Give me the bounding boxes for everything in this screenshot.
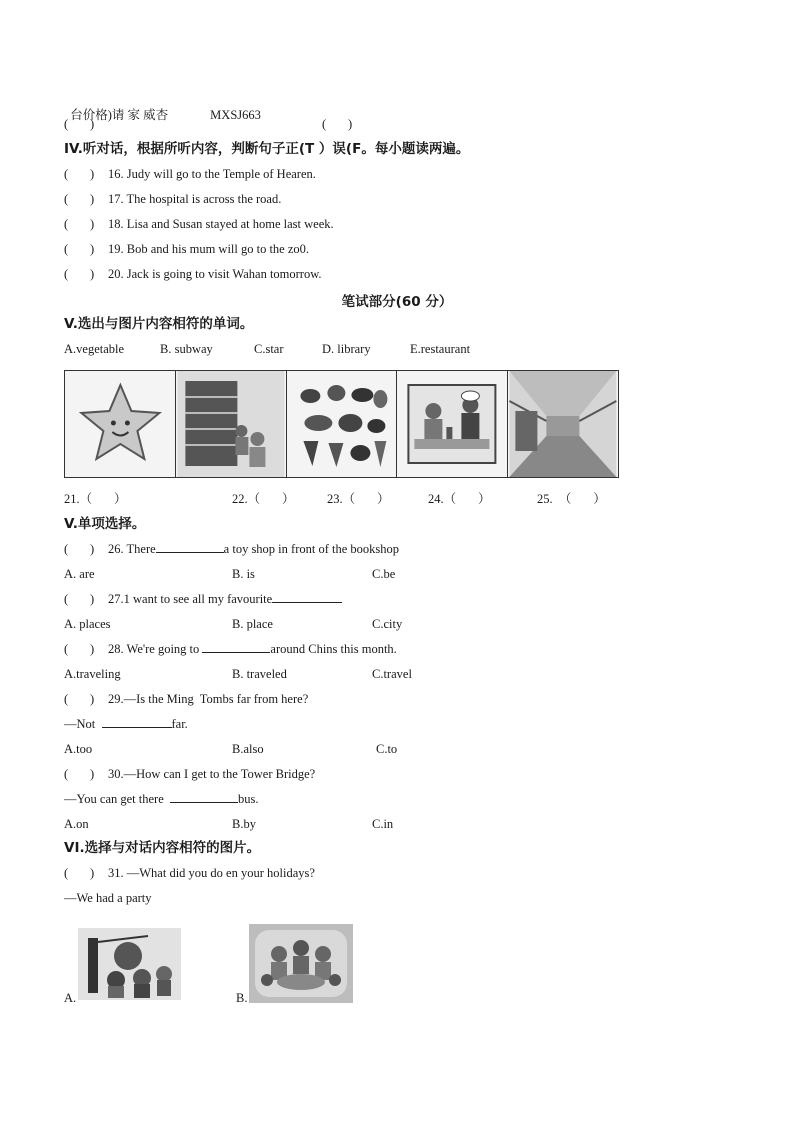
section-v-heading: V.选出与图片内容相符的单词。 [64,316,254,332]
option-27c: C.city [372,617,403,631]
question-text: 27.1 want to see all my favourite [108,592,273,606]
option-28a: A.traveling [64,667,121,681]
section-iv-heading: IV.听对话，根据所听内容，判断句子正(T ）误(F。每小题读两遍。 [64,141,470,157]
option-27b: B. place [232,617,273,631]
question-27 [64,591,342,607]
question-text: 31. —What did you do en your holidays? [108,866,315,880]
word-option-a: A.vegetable [64,342,125,356]
picture-option-b [249,924,353,1003]
option-26c: C.be [372,567,396,581]
answer-paren: ( ) [64,767,95,781]
header-text: 台价格)请 家 威杏 [70,108,169,122]
header-code: MXSJ663 [210,108,261,122]
vegetables-icon [287,371,397,477]
answer-paren: ( ) [64,866,95,880]
question-29-reply [64,716,188,732]
question-31 [64,865,315,881]
reply-text-end: far. [171,717,188,731]
word-option-c: C.star [254,342,284,356]
word-option-d: D. library [322,342,371,356]
picture-option-a [78,928,181,1000]
party-picture [249,924,353,1003]
answer-21: 21.（ ） [64,492,127,506]
vegetables-picture [287,371,398,477]
option-28c: C.travel [372,667,412,681]
question-19 [64,241,309,257]
section-vi-heading: VI.选择与对话内容相符的图片。 [64,840,261,856]
option-30b: B.by [232,817,256,831]
question-text: 28. We're going to [108,642,203,656]
answer-paren: ( ) [64,592,95,606]
subway-icon [508,371,618,477]
section-v-choice-heading: V.单项选择。 [64,516,146,532]
question-28 [64,641,397,657]
reply-text: —Not [64,717,102,731]
fill-blank [202,641,270,653]
option-26b: B. is [232,567,255,581]
fill-blank [102,716,172,728]
question-text: 26. There [108,542,156,556]
question-18 [64,216,334,232]
fill-blank [156,541,224,553]
question-text: 29.—Is the Ming Tombs far from here? [108,692,309,706]
answer-paren: ( ) [64,692,95,706]
question-text-end: around Chins this month. [270,642,397,656]
reply-text-end: bus. [238,792,259,806]
option-30c: C.in [372,817,394,831]
word-option-e: E.restaurant [410,342,471,356]
answer-paren: ( ) [64,242,95,256]
option-30a: A.on [64,817,89,831]
answer-24: 24.（ ） [428,492,491,506]
question-text: 19. Bob and his mum will go to the zo0. [108,242,310,256]
question-26 [64,541,399,557]
star-picture [65,371,176,477]
answer-23: 23.（ ） [327,492,390,506]
reply-text: —You can get there [64,792,170,806]
option-29a: A.too [64,742,93,756]
picture-strip [64,370,619,478]
star-icon [65,371,175,477]
library-picture [176,371,287,477]
answer-paren-right: ( ) [322,117,353,131]
question-text-end: a toy shop in front of the bookshop [223,542,400,556]
option-28b: B. traveled [232,667,287,681]
answer-paren: ( ) [64,192,95,206]
question-text: 18. Lisa and Susan stayed at home last week. [108,217,334,231]
question-text: 20. Jack is going to visit Wahan tomorrow. [108,267,322,281]
question-17 [64,191,281,207]
question-29 [64,691,308,707]
written-part-title: 笔试部分(60 分） [341,294,453,310]
option-29b: B.also [232,742,264,756]
option-label-a: A. [64,991,77,1005]
answer-paren: ( ) [64,267,95,281]
restaurant-picture [397,371,508,477]
question-16 [64,166,316,182]
answer-25: 25. （ ） [537,492,606,506]
library-icon [176,371,286,477]
question-text: 30.—How can I get to the Tower Bridge? [108,767,316,781]
option-29c: C.to [376,742,398,756]
subway-picture [508,371,618,477]
answer-paren: ( ) [64,217,95,231]
word-option-b: B. subway [160,342,213,356]
answer-paren: ( ) [64,642,95,656]
answer-paren-left: ( ) [64,117,95,131]
question-20 [64,266,322,282]
answer-22: 22.（ ） [232,492,295,506]
question-text: 17. The hospital is across the road. [108,192,282,206]
restaurant-icon [397,371,507,477]
option-26a: A. are [64,567,95,581]
answer-paren: ( ) [64,542,95,556]
question-text: 16. Judy will go to the Temple of Hearen. [108,167,316,181]
fill-blank [272,591,342,603]
answer-paren: ( ) [64,167,95,181]
option-27a: A. places [64,617,111,631]
celebration-picture [78,928,181,1000]
question-30-reply [64,791,259,807]
fill-blank [170,791,238,803]
question-31-reply: —We had a party [64,891,152,905]
option-label-b: B. [236,991,248,1005]
question-30 [64,766,315,782]
